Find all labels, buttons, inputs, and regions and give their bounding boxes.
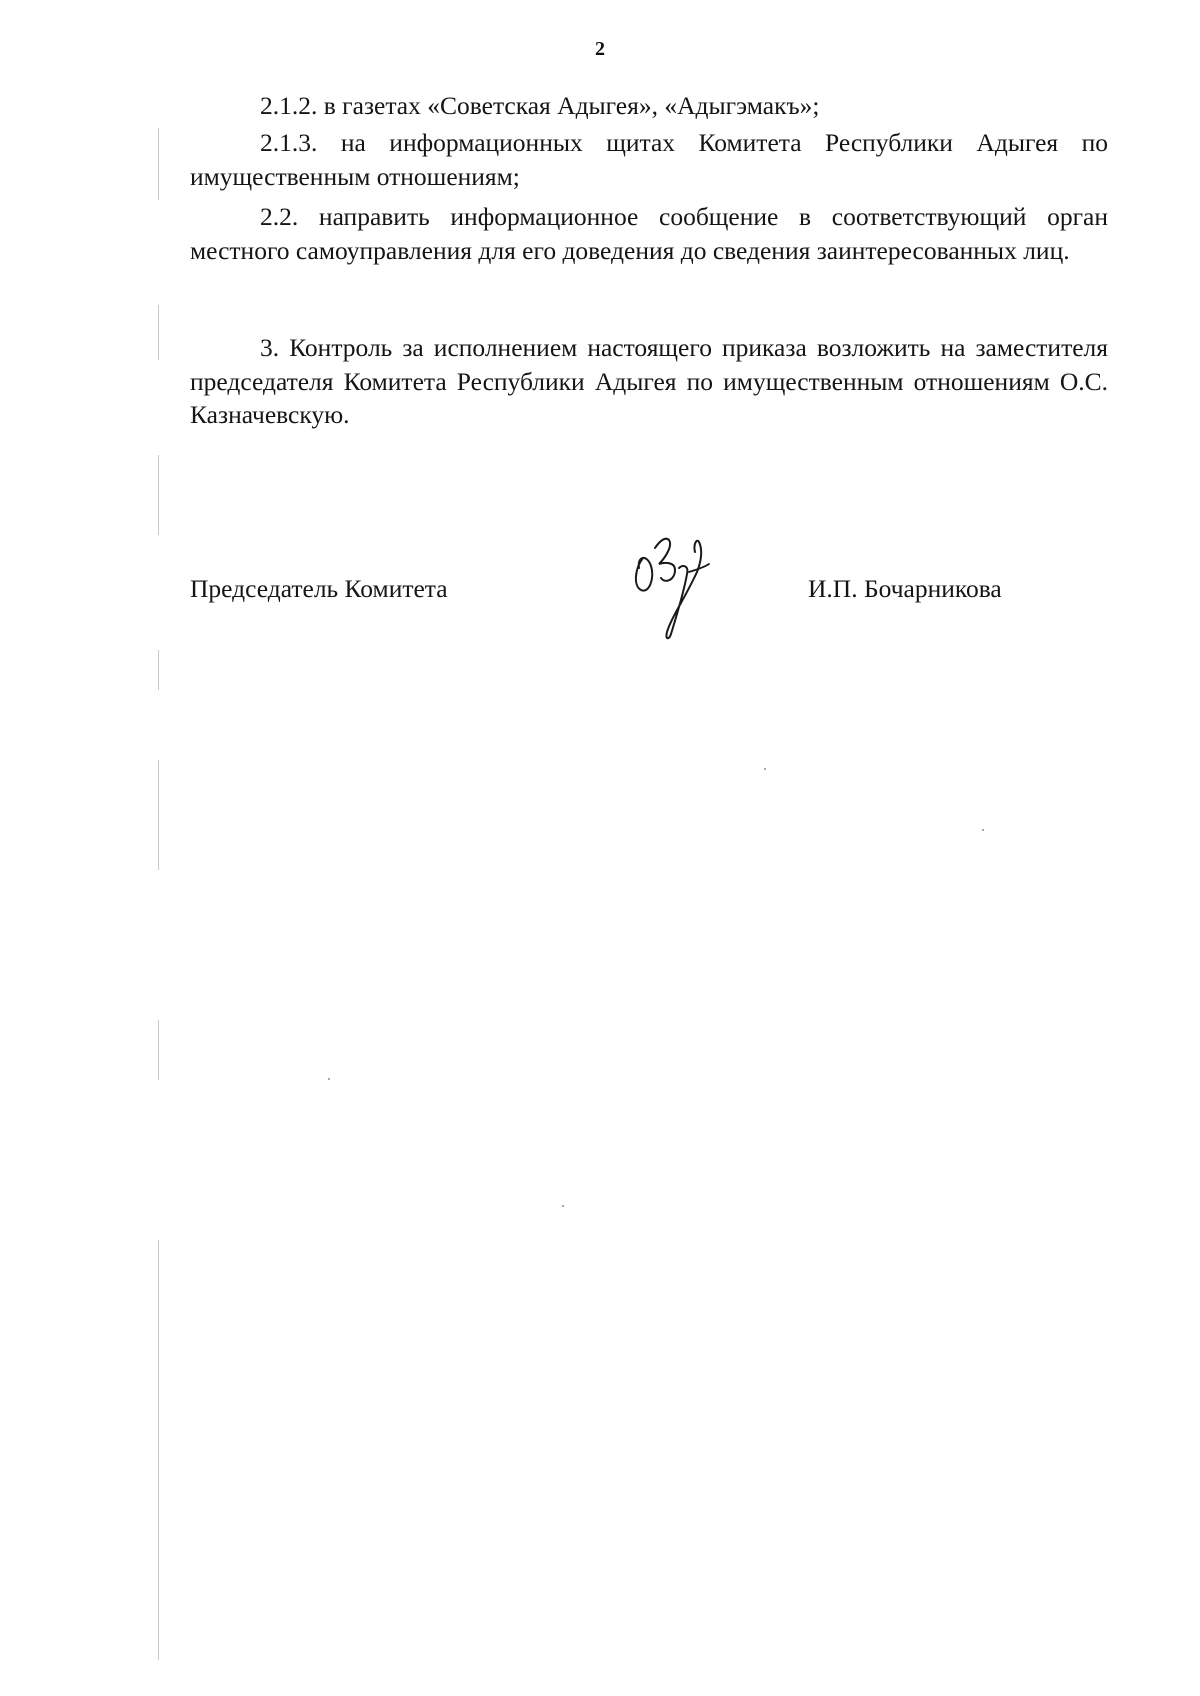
scan-artifact-line: [158, 650, 159, 690]
scan-artifact-line: [158, 305, 159, 360]
paragraph-3: [190, 331, 1108, 432]
signatory-title: Председатель Комитета: [190, 574, 448, 603]
paragraph-2-1-2-text: 2.1.2. в газетах «Советская Адыгея», «Адыгэмакъ»;: [260, 91, 820, 120]
signatory-name: И.П. Бочарникова: [808, 574, 1002, 603]
paragraph-3-text: 3. Контроль за исполнением настоящего приказа возложить на заместителя председателя Комитета Республики Адыгея по имущественным отношениям О.С. Казначевскую.: [190, 333, 1108, 429]
handwritten-signature: [625, 528, 725, 646]
scan-artifact-line: [158, 760, 159, 870]
scan-artifact-line: [158, 128, 159, 200]
scan-artifact-line: [158, 455, 159, 535]
scan-artifact-dot: [764, 768, 766, 770]
paragraph-2-2: [190, 200, 1108, 267]
paragraph-2-1-3-text: 2.1.3. на информационных щитах Комитета Республики Адыгея по имущественным отношениям;: [190, 128, 1108, 191]
page-number: 2: [595, 38, 605, 60]
paragraph-2-1-3: [190, 126, 1108, 193]
paragraph-2-2-text: 2.2. направить информационное сообщение в соответствующий орган местного самоуправления для его доведения до сведения заинтересованных лиц.: [190, 202, 1108, 265]
scan-artifact-dot: [562, 1205, 564, 1207]
scan-artifact-dot: [982, 829, 984, 831]
scan-artifact-dot: [328, 1078, 330, 1080]
paragraph-2-1-2: [190, 89, 1108, 123]
scan-artifact-line: [158, 1020, 159, 1080]
scan-artifact-line: [158, 1240, 159, 1660]
